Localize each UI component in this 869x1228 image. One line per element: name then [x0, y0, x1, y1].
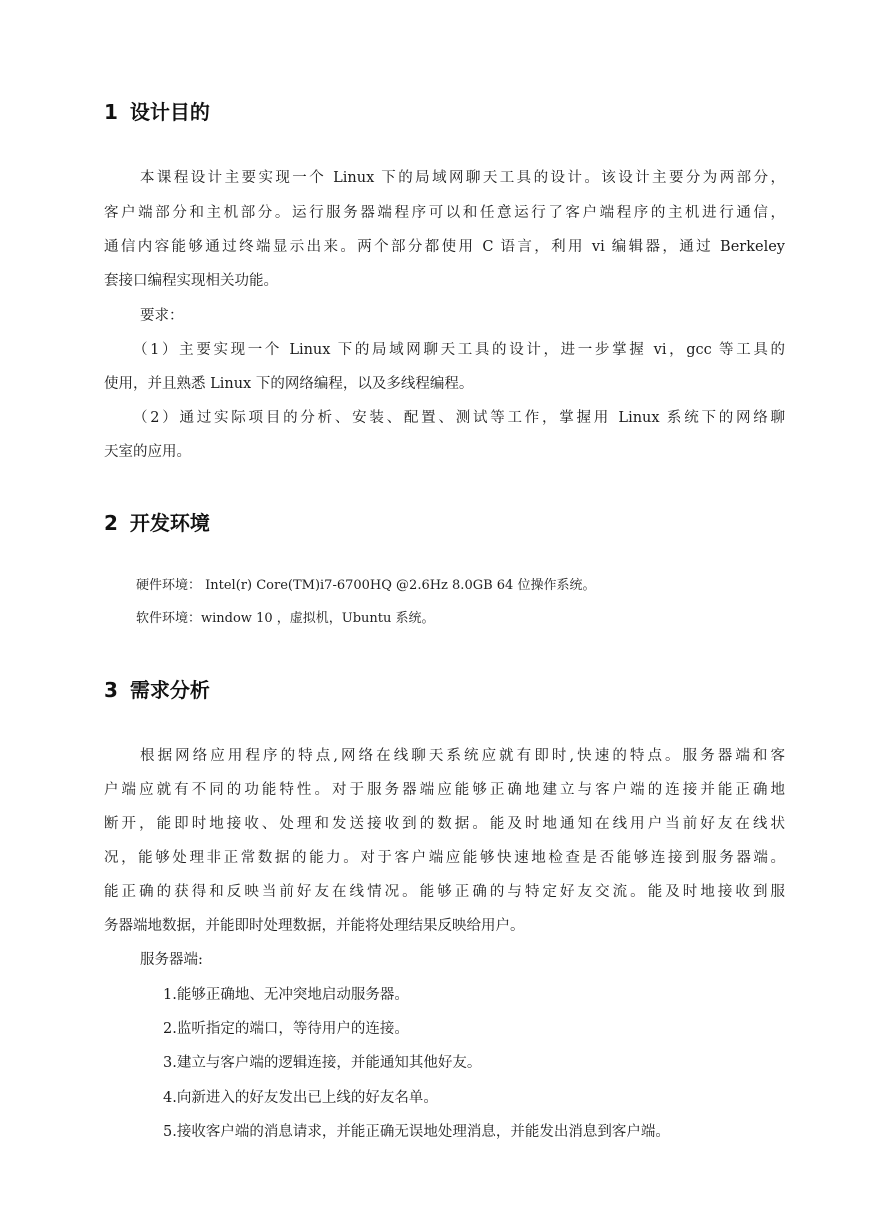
paragraph-line: 务器端地数据，并能即时处理数据，并能将处理结果反映给用户。	[104, 918, 525, 934]
requirement-item-1-cont: 使用，并且熟悉 Linux 下的网络编程，以及多线程编程。	[104, 376, 474, 392]
section-heading-dev-environment	[104, 510, 210, 536]
requirements-label: 要求：	[140, 308, 184, 324]
paragraph-line: 套接口编程实现相关功能。	[104, 273, 278, 289]
section-title: 设计目的	[129, 100, 210, 124]
hardware-environment: 硬件环境： Intel(r) Core(TM)i7-6700HQ @2.6Hz 8.0GB 64 位操作系统。	[136, 578, 596, 593]
server-list-item: 5.接收客户端的消息请求，并能正确无误地处理消息，并能发出消息到客户端。	[163, 1124, 670, 1140]
section-heading-requirements-analysis	[104, 677, 210, 703]
paragraph-line: 能正确的获得和反映当前好友在线情况。能够正确的与特定好友交流。能及时地接收到服	[104, 884, 785, 900]
section-number: 3	[104, 678, 118, 702]
server-list-item: 2.监听指定的端口，等待用户的连接。	[163, 1021, 409, 1037]
section-number: 2	[104, 511, 118, 535]
paragraph-line: 客户端部分和主机部分。运行服务器端程序可以和任意运行了客户端程序的主机进行通信，	[104, 205, 785, 221]
server-list-item: 4.向新进入的好友发出已上线的好友名单。	[163, 1090, 438, 1106]
server-list-item: 1.能够正确地、无冲突地启动服务器。	[163, 987, 409, 1003]
requirement-item-1: （1）主要实现一个 Linux 下的局域网聊天工具的设计，进一步掌握 vi，gcc 等工具的	[133, 342, 785, 358]
section-title: 开发环境	[129, 511, 210, 535]
requirement-item-2: （2）通过实际项目的分析、安装、配置、测试等工作，掌握用 Linux 系统下的网络聊	[133, 410, 785, 426]
paragraph-line: 本课程设计主要实现一个 Linux 下的局域网聊天工具的设计。该设计主要分为两部分，	[140, 170, 785, 186]
paragraph-line: 断开，能即时地接收、处理和发送接收到的数据。能及时地通知在线用户当前好友在线状	[104, 816, 785, 832]
section-heading-design-purpose	[104, 99, 210, 125]
paragraph-line: 通信内容能够通过终端显示出来。两个部分都使用 C 语言，利用 vi 编辑器，通过 Berkeley	[104, 239, 785, 255]
section-title: 需求分析	[129, 678, 210, 702]
paragraph-line: 况，能够处理非正常数据的能力。对于客户端应能够快速地检查是否能够连接到服务器端。	[104, 850, 785, 866]
server-list-item: 3.建立与客户端的逻辑连接，并能通知其他好友。	[163, 1055, 482, 1071]
requirement-item-2-cont: 天室的应用。	[104, 444, 191, 460]
paragraph-line: 根据网络应用程序的特点,网络在线聊天系统应就有即时,快速的特点。服务器端和客	[140, 748, 785, 764]
software-environment: 软件环境：window 10 ，虚拟机，Ubuntu 系统。	[136, 611, 435, 626]
paragraph-line: 户端应就有不同的功能特性。对于服务器端应能够正确地建立与客户端的连接并能正确地	[104, 782, 785, 798]
server-side-label: 服务器端:	[140, 952, 203, 968]
section-number: 1	[104, 100, 118, 124]
